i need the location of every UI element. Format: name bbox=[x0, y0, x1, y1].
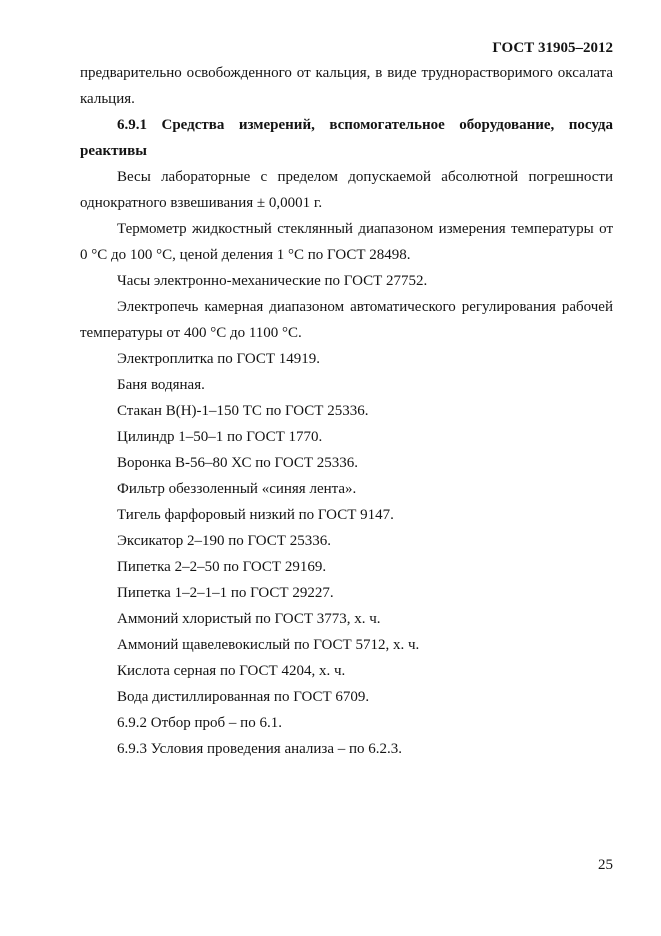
cylinder-item: Цилиндр 1–50–1 по ГОСТ 1770. bbox=[117, 429, 323, 445]
ammonium-oxalate-item: Аммоний щавелевокислый по ГОСТ 5712, х. ч. bbox=[117, 637, 420, 653]
crucible-item: Тигель фарфоровый низкий по ГОСТ 9147. bbox=[117, 507, 394, 523]
clock-item: Часы электронно-механические по ГОСТ 27752. bbox=[117, 273, 428, 289]
continuation-paragraph: предварительно освобожденного от кальция, в виде труднорастворимого оксалата кальция. bbox=[80, 65, 613, 107]
furnace-paragraph: Электропечь камерная диапазоном автоматического регулирования рабочей температуры от 400 °С до 1100 °С. bbox=[80, 299, 613, 341]
scales-paragraph: Весы лабораторные с пределом допускаемой абсолютной погрешности однократного взвешивания ± 0,0001 г. bbox=[80, 169, 613, 211]
filter-item: Фильтр обеззоленный «синяя лента». bbox=[117, 481, 357, 497]
ammonium-chloride-item: Аммоний хлористый по ГОСТ 3773, х. ч. bbox=[117, 611, 381, 627]
desiccator-item: Эксикатор 2–190 по ГОСТ 25336. bbox=[117, 533, 331, 549]
page-number: 25 bbox=[598, 857, 613, 873]
section-6-9-2: 6.9.2 Отбор проб – по 6.1. bbox=[117, 715, 282, 731]
thermometer-paragraph: Термометр жидкостный стеклянный диапазоном измерения температуры от 0 °С до 100 °С, ценой деления 1 °С по ГОСТ 28498. bbox=[80, 221, 613, 263]
page-body bbox=[80, 60, 613, 762]
hotplate-item: Электроплитка по ГОСТ 14919. bbox=[117, 351, 320, 367]
water-bath-item: Баня водяная. bbox=[117, 377, 205, 393]
section-heading-6-9-1: 6.9.1 Средства измерений, вспомогательное оборудование, посуда реактивы bbox=[80, 117, 613, 159]
beaker-item: Стакан В(Н)-1–150 ТС по ГОСТ 25336. bbox=[117, 403, 369, 419]
section-6-9-3: 6.9.3 Условия проведения анализа – по 6.2.3. bbox=[117, 741, 403, 757]
pipette-item-1: Пипетка 2–2–50 по ГОСТ 29169. bbox=[117, 559, 327, 575]
funnel-item: Воронка В-56–80 ХС по ГОСТ 25336. bbox=[117, 455, 359, 471]
sulfuric-acid-item: Кислота серная по ГОСТ 4204, х. ч. bbox=[117, 663, 346, 679]
standard-number-header: ГОСТ 31905–2012 bbox=[492, 40, 613, 56]
pipette-item-2: Пипетка 1–2–1–1 по ГОСТ 29227. bbox=[117, 585, 334, 601]
distilled-water-item: Вода дистиллированная по ГОСТ 6709. bbox=[117, 689, 370, 705]
